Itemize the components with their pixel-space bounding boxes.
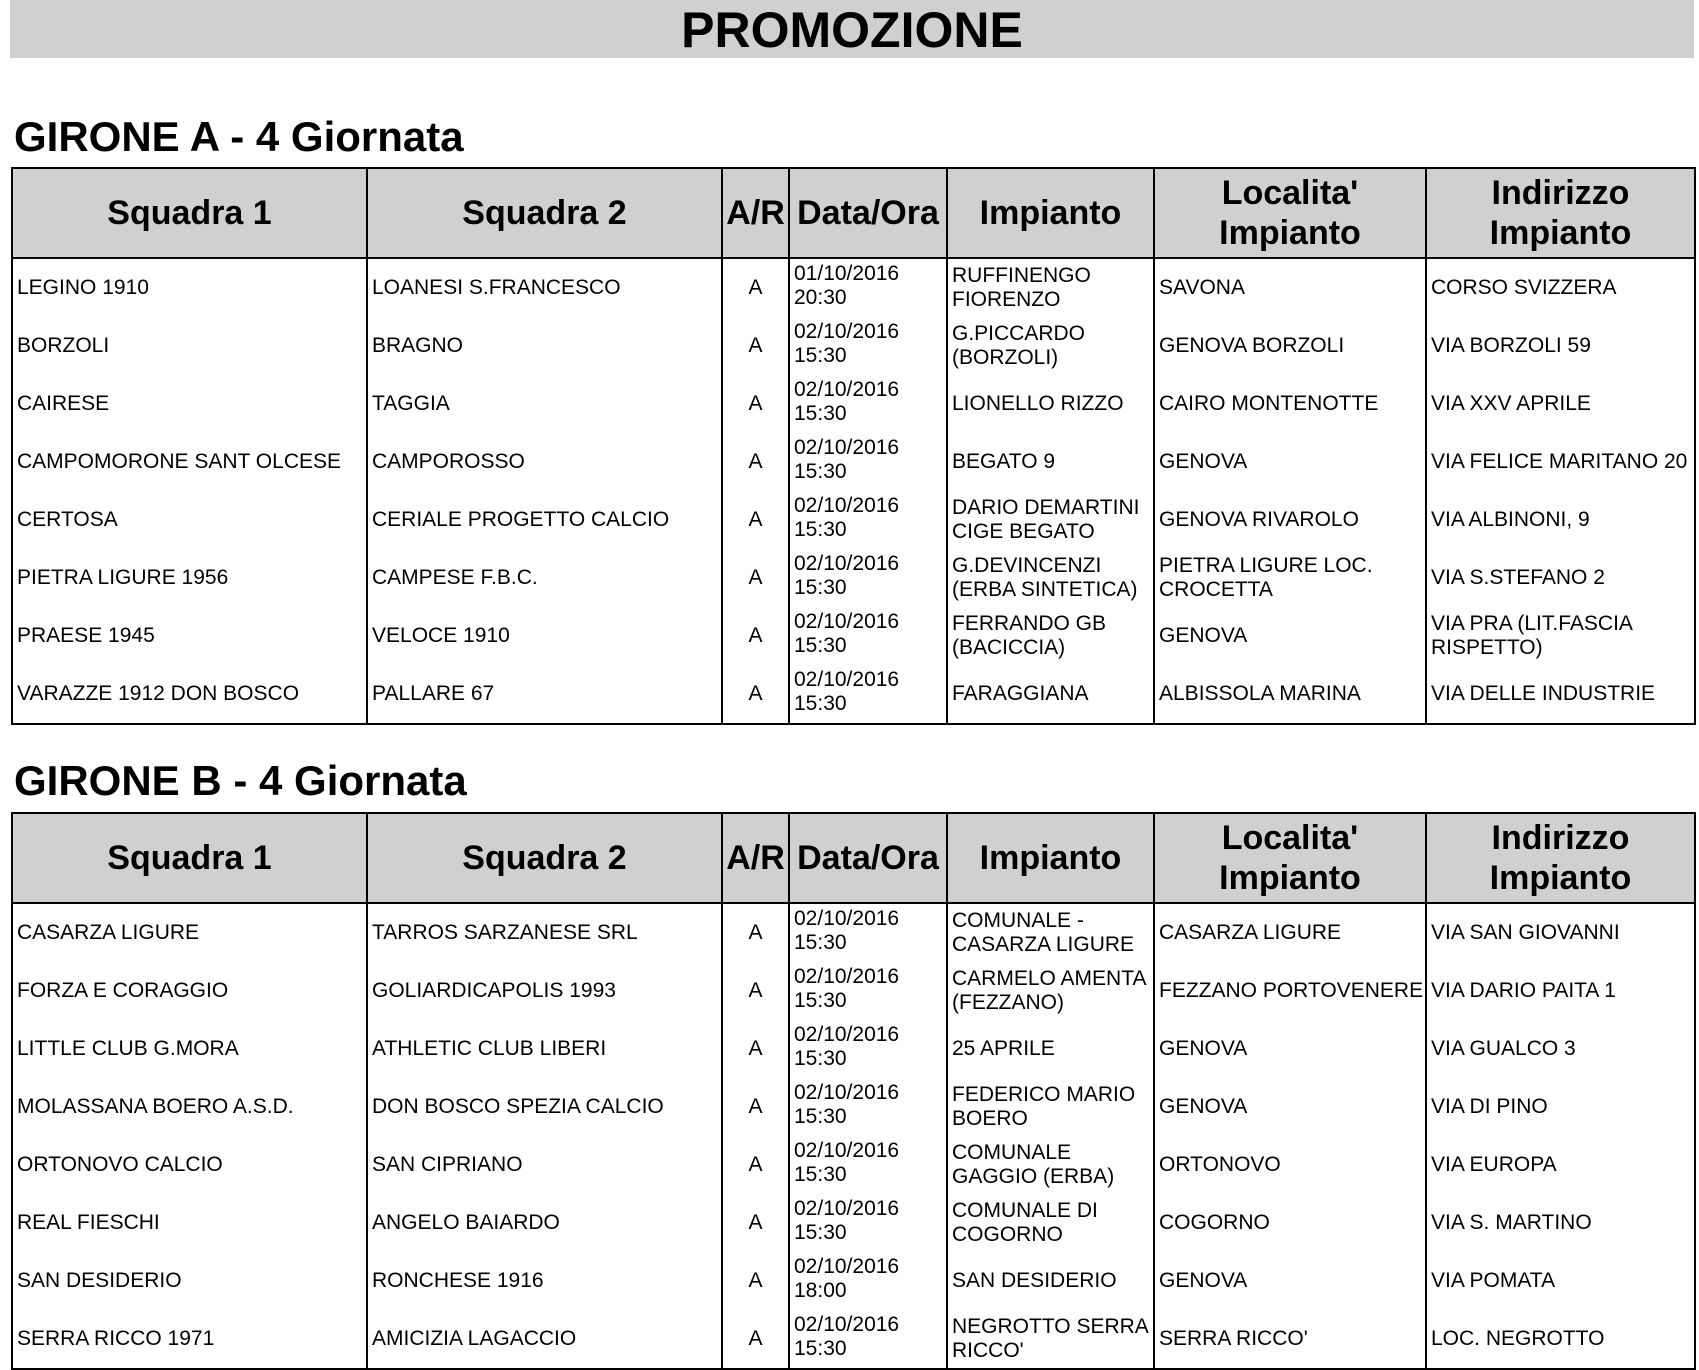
ar-cell: A (722, 317, 789, 375)
venue-cell (947, 317, 1154, 375)
team1-cell: PRAESE 1945 (12, 607, 367, 665)
venue-line: COMUNALE DI (952, 1199, 1098, 1222)
venue-line: FIORENZO (952, 288, 1061, 311)
header-impianto: Impianto (947, 168, 1154, 258)
team2-cell: BRAGNO (367, 317, 722, 375)
venue-cell (947, 962, 1154, 1020)
team1-cell: REAL FIESCHI (12, 1194, 367, 1252)
header-indirizzo-impianto (1426, 168, 1695, 258)
date-time-line: 15:30 (794, 402, 847, 425)
venue-cell: 25 APRILE (947, 1020, 1154, 1078)
table-row (12, 433, 1695, 491)
date-time-line: 02/10/2016 (794, 1313, 900, 1336)
header-squadra-2: Squadra 2 (367, 168, 722, 258)
team2-cell: ANGELO BAIARDO (367, 1194, 722, 1252)
team2-cell: CAMPESE F.B.C. (367, 549, 722, 607)
team2-cell: LOANESI S.FRANCESCO (367, 258, 722, 317)
locality-cell: SAVONA (1154, 258, 1426, 317)
locality-cell: FEZZANO PORTOVENERE (1154, 962, 1426, 1020)
team1-cell: CAMPOMORONE SANT OLCESE (12, 433, 367, 491)
address-cell: VIA DELLE INDUSTRIE (1426, 665, 1695, 724)
header-row (12, 168, 1695, 258)
date-time-cell (789, 1136, 947, 1194)
address-cell: VIA EUROPA (1426, 1136, 1695, 1194)
address-cell: VIA POMATA (1426, 1252, 1695, 1310)
venue-cell (947, 903, 1154, 962)
address-cell (1426, 607, 1695, 665)
address-cell: VIA FELICE MARITANO 20 (1426, 433, 1695, 491)
date-time-cell (789, 1020, 947, 1078)
table-row (12, 665, 1695, 724)
header-impianto: Impianto (947, 813, 1154, 903)
locality-cell: GENOVA (1154, 1078, 1426, 1136)
address-cell: CORSO SVIZZERA (1426, 258, 1695, 317)
venue-line: CIGE BEGATO (952, 520, 1095, 543)
table-row (12, 258, 1695, 317)
venue-cell: BEGATO 9 (947, 433, 1154, 491)
locality-cell: SERRA RICCO' (1154, 1310, 1426, 1369)
team2-cell: VELOCE 1910 (367, 607, 722, 665)
team1-cell: CERTOSA (12, 491, 367, 549)
address-cell: VIA SAN GIOVANNI (1426, 903, 1695, 962)
date-time-line: 02/10/2016 (794, 1023, 900, 1046)
locality-line: PIETRA LIGURE LOC. (1159, 554, 1373, 577)
date-time-line: 15:30 (794, 1105, 847, 1128)
ar-cell: A (722, 665, 789, 724)
venue-cell (947, 1194, 1154, 1252)
date-time-line: 15:30 (794, 460, 847, 483)
date-time-cell (789, 375, 947, 433)
ar-cell: A (722, 491, 789, 549)
table-row (12, 607, 1695, 665)
team1-cell: VARAZZE 1912 DON BOSCO (12, 665, 367, 724)
header-indirizzo-impianto-line: Impianto (1489, 859, 1632, 897)
table-row (12, 1136, 1695, 1194)
team2-cell: TAGGIA (367, 375, 722, 433)
team1-cell: BORZOLI (12, 317, 367, 375)
date-time-line: 02/10/2016 (794, 965, 900, 988)
team1-cell: LEGINO 1910 (12, 258, 367, 317)
venue-line: FERRANDO GB (952, 612, 1107, 635)
team2-cell: AMICIZIA LAGACCIO (367, 1310, 722, 1369)
date-time-line: 02/10/2016 (794, 378, 900, 401)
date-time-line: 15:30 (794, 634, 847, 657)
header-ar: A/R (722, 168, 789, 258)
header-row (12, 813, 1695, 903)
date-time-line: 02/10/2016 (794, 436, 900, 459)
venue-cell (947, 258, 1154, 317)
address-cell: VIA DI PINO (1426, 1078, 1695, 1136)
venue-cell (947, 491, 1154, 549)
date-time-cell (789, 1310, 947, 1369)
date-time-line: 15:30 (794, 1047, 847, 1070)
venue-line: CARMELO AMENTA (952, 967, 1147, 990)
fixtures-table (11, 167, 1696, 725)
venue-line: (ERBA SINTETICA) (952, 578, 1138, 601)
date-time-line: 02/10/2016 (794, 1081, 900, 1104)
venue-cell (947, 1136, 1154, 1194)
section-title: GIRONE B - 4 Giornata (14, 757, 467, 804)
date-time-line: 02/10/2016 (794, 907, 900, 930)
team1-cell: CAIRESE (12, 375, 367, 433)
team2-cell: ATHLETIC CLUB LIBERI (367, 1020, 722, 1078)
table-row (12, 317, 1695, 375)
address-cell: VIA GUALCO 3 (1426, 1020, 1695, 1078)
locality-cell (1154, 549, 1426, 607)
ar-cell: A (722, 962, 789, 1020)
header-ar: A/R (722, 813, 789, 903)
locality-line: CROCETTA (1159, 578, 1273, 601)
team1-cell: FORZA E CORAGGIO (12, 962, 367, 1020)
ar-cell: A (722, 549, 789, 607)
section-title: GIRONE A - 4 Giornata (14, 113, 464, 160)
table-row (12, 1252, 1695, 1310)
locality-cell: ORTONOVO (1154, 1136, 1426, 1194)
date-time-line: 01/10/2016 (794, 262, 900, 285)
table-row (12, 375, 1695, 433)
venue-line: G.DEVINCENZI (952, 554, 1102, 577)
ar-cell: A (722, 607, 789, 665)
header-localita-impianto (1154, 168, 1426, 258)
date-time-line: 20:30 (794, 286, 847, 309)
team1-cell: PIETRA LIGURE 1956 (12, 549, 367, 607)
date-time-line: 02/10/2016 (794, 1139, 900, 1162)
ar-cell: A (722, 1194, 789, 1252)
venue-line: (BORZOLI) (952, 346, 1059, 369)
header-data-ora: Data/Ora (789, 813, 947, 903)
address-cell: VIA S.STEFANO 2 (1426, 549, 1695, 607)
venue-line: BOERO (952, 1107, 1028, 1130)
team2-cell: SAN CIPRIANO (367, 1136, 722, 1194)
locality-cell: COGORNO (1154, 1194, 1426, 1252)
address-cell: VIA ALBINONI, 9 (1426, 491, 1695, 549)
venue-cell: LIONELLO RIZZO (947, 375, 1154, 433)
date-time-cell (789, 962, 947, 1020)
ar-cell: A (722, 903, 789, 962)
date-time-cell (789, 903, 947, 962)
ar-cell: A (722, 1252, 789, 1310)
team2-cell: RONCHESE 1916 (367, 1252, 722, 1310)
team1-cell: ORTONOVO CALCIO (12, 1136, 367, 1194)
table-row (12, 962, 1695, 1020)
date-time-line: 15:30 (794, 1221, 847, 1244)
date-time-line: 15:30 (794, 989, 847, 1012)
header-indirizzo-impianto-line: Impianto (1489, 214, 1632, 252)
venue-line: DARIO DEMARTINI (952, 496, 1140, 519)
address-cell: VIA S. MARTINO (1426, 1194, 1695, 1252)
date-time-line: 02/10/2016 (794, 668, 900, 691)
page-title: PROMOZIONE (10, 0, 1694, 58)
header-data-ora: Data/Ora (789, 168, 947, 258)
venue-cell (947, 549, 1154, 607)
table-row (12, 491, 1695, 549)
header-squadra-1: Squadra 1 (12, 168, 367, 258)
header-localita-impianto-line: Impianto (1219, 214, 1361, 252)
fixtures-table (11, 812, 1696, 1370)
ar-cell: A (722, 1020, 789, 1078)
venue-line: G.PICCARDO (952, 322, 1086, 345)
team1-cell: SAN DESIDERIO (12, 1252, 367, 1310)
venue-line: RICCO' (952, 1339, 1024, 1362)
team2-cell: CERIALE PROGETTO CALCIO (367, 491, 722, 549)
ar-cell: A (722, 1310, 789, 1369)
table-row (12, 903, 1695, 962)
ar-cell: A (722, 375, 789, 433)
date-time-line: 02/10/2016 (794, 552, 900, 575)
team2-cell: DON BOSCO SPEZIA CALCIO (367, 1078, 722, 1136)
ar-cell: A (722, 1078, 789, 1136)
ar-cell: A (722, 1136, 789, 1194)
venue-cell: FARAGGIANA (947, 665, 1154, 724)
date-time-line: 18:00 (794, 1279, 847, 1302)
date-time-line: 02/10/2016 (794, 610, 900, 633)
venue-line: CASARZA LIGURE (952, 933, 1135, 956)
date-time-cell (789, 1194, 947, 1252)
venue-line: (FEZZANO) (952, 991, 1064, 1014)
locality-cell: GENOVA (1154, 1252, 1426, 1310)
date-time-cell (789, 1252, 947, 1310)
venue-line: FEDERICO MARIO (952, 1083, 1136, 1106)
table-row (12, 549, 1695, 607)
date-time-line: 02/10/2016 (794, 1197, 900, 1220)
address-cell: LOC. NEGROTTO (1426, 1310, 1695, 1369)
header-squadra-1: Squadra 1 (12, 813, 367, 903)
locality-cell: GENOVA (1154, 607, 1426, 665)
team2-cell: GOLIARDICAPOLIS 1993 (367, 962, 722, 1020)
table-row (12, 1020, 1695, 1078)
date-time-line: 15:30 (794, 692, 847, 715)
locality-cell: GENOVA (1154, 1020, 1426, 1078)
date-time-cell (789, 607, 947, 665)
team1-cell: MOLASSANA BOERO A.S.D. (12, 1078, 367, 1136)
ar-cell: A (722, 433, 789, 491)
header-squadra-2: Squadra 2 (367, 813, 722, 903)
venue-line: RUFFINENGO (952, 264, 1091, 287)
header-localita-impianto-line: Localita' (1221, 819, 1359, 857)
locality-cell: ALBISSOLA MARINA (1154, 665, 1426, 724)
date-time-line: 15:30 (794, 1337, 847, 1360)
team1-cell: SERRA RICCO 1971 (12, 1310, 367, 1369)
venue-line: NEGROTTO SERRA (952, 1315, 1149, 1338)
date-time-cell (789, 317, 947, 375)
locality-cell: CASARZA LIGURE (1154, 903, 1426, 962)
team1-cell: CASARZA LIGURE (12, 903, 367, 962)
table-row (12, 1194, 1695, 1252)
date-time-line: 15:30 (794, 518, 847, 541)
team1-cell: LITTLE CLUB G.MORA (12, 1020, 367, 1078)
date-time-cell (789, 665, 947, 724)
date-time-line: 15:30 (794, 1163, 847, 1186)
venue-line: COMUNALE - (952, 909, 1084, 932)
address-line: RISPETTO) (1431, 636, 1543, 659)
venue-line: COMUNALE (952, 1141, 1072, 1164)
date-time-line: 15:30 (794, 576, 847, 599)
ar-cell: A (722, 258, 789, 317)
date-time-line: 15:30 (794, 931, 847, 954)
header-localita-impianto-line: Impianto (1219, 859, 1361, 897)
locality-cell: GENOVA RIVAROLO (1154, 491, 1426, 549)
table-row (12, 1078, 1695, 1136)
header-indirizzo-impianto-line: Indirizzo (1491, 819, 1630, 857)
address-cell: VIA BORZOLI 59 (1426, 317, 1695, 375)
date-time-cell (789, 433, 947, 491)
team2-cell: CAMPOROSSO (367, 433, 722, 491)
address-cell: VIA XXV APRILE (1426, 375, 1695, 433)
address-cell: VIA DARIO PAITA 1 (1426, 962, 1695, 1020)
date-time-line: 02/10/2016 (794, 1255, 900, 1278)
locality-cell: CAIRO MONTENOTTE (1154, 375, 1426, 433)
header-localita-impianto (1154, 813, 1426, 903)
date-time-line: 15:30 (794, 344, 847, 367)
venue-line: GAGGIO (ERBA) (952, 1165, 1115, 1188)
date-time-line: 02/10/2016 (794, 320, 900, 343)
venue-line: (BACICCIA) (952, 636, 1066, 659)
venue-cell (947, 1310, 1154, 1369)
header-indirizzo-impianto-line: Indirizzo (1491, 174, 1630, 212)
venue-cell (947, 607, 1154, 665)
header-localita-impianto-line: Localita' (1221, 174, 1359, 212)
venue-cell (947, 1078, 1154, 1136)
locality-cell: GENOVA (1154, 433, 1426, 491)
locality-cell: GENOVA BORZOLI (1154, 317, 1426, 375)
team2-cell: TARROS SARZANESE SRL (367, 903, 722, 962)
address-line: VIA PRA (LIT.FASCIA (1431, 612, 1633, 635)
venue-line: COGORNO (952, 1223, 1063, 1246)
team2-cell: PALLARE 67 (367, 665, 722, 724)
date-time-cell (789, 491, 947, 549)
date-time-cell (789, 549, 947, 607)
date-time-cell (789, 258, 947, 317)
date-time-line: 02/10/2016 (794, 494, 900, 517)
date-time-cell (789, 1078, 947, 1136)
venue-cell: SAN DESIDERIO (947, 1252, 1154, 1310)
table-row (12, 1310, 1695, 1369)
header-indirizzo-impianto (1426, 813, 1695, 903)
